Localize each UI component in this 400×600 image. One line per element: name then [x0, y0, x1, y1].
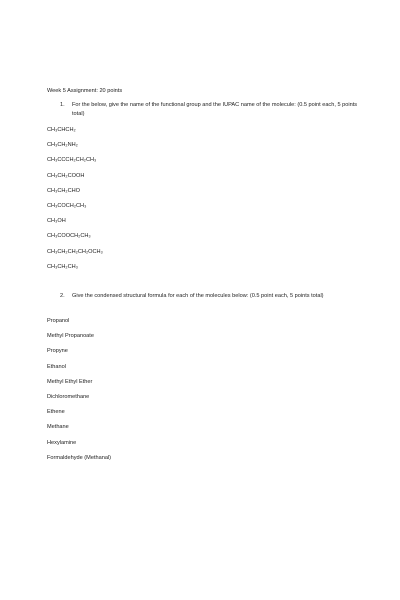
question-1-number: 1.: [60, 102, 65, 108]
assignment-title: Week 5 Assignment: 20 points: [47, 88, 123, 94]
question-1-text: For the below, give the name of the functional group and the IUPAC name of the molecule: (0.5 point each, 5 points total): [72, 102, 358, 117]
list-item: CH₃CH₂COOH: [47, 172, 85, 179]
question-1: [60, 101, 360, 118]
question-2: [60, 292, 360, 301]
list-item: CH₃CH₂CHO: [47, 187, 81, 194]
list-item: CH₃CH₂CH₃: [47, 263, 78, 270]
list-item: CH₃COOCH₂CH₃: [47, 233, 91, 240]
list-item: Ethene: [47, 409, 65, 416]
question-2-text: Give the condensed structural formula for each of the molecules below: (0.5 point each, 5 points total): [72, 293, 324, 299]
list-item: CH₃CH₂CH₂CH₂OCH₃: [47, 248, 103, 255]
list-item: Propyne: [47, 348, 68, 355]
list-item: CH₃CH₂NH₂: [47, 142, 78, 149]
list-item: Hexylamine: [47, 439, 77, 446]
list-item: Formaldehyde (Methanal): [47, 454, 112, 461]
list-item: Methyl Ethyl Ether: [47, 378, 93, 385]
list-item: Dichloromethane: [47, 393, 90, 400]
list-item: CH₃CHCH₂: [47, 127, 76, 133]
list-item: Methane: [47, 424, 69, 431]
question-2-molecule-list: [47, 318, 111, 470]
list-item: Methyl Propanoate: [47, 333, 94, 340]
question-1-formula-list: [47, 127, 103, 279]
question-2-number: 2.: [60, 293, 65, 299]
list-item: Propanol: [47, 318, 70, 324]
list-item: Ethanol: [47, 363, 66, 370]
list-item: CH₃CCCH₂CH₂CH₃: [47, 157, 97, 164]
list-item: CH₃COCH₂CH₃: [47, 202, 87, 209]
list-item: CH₃OH: [47, 218, 66, 225]
